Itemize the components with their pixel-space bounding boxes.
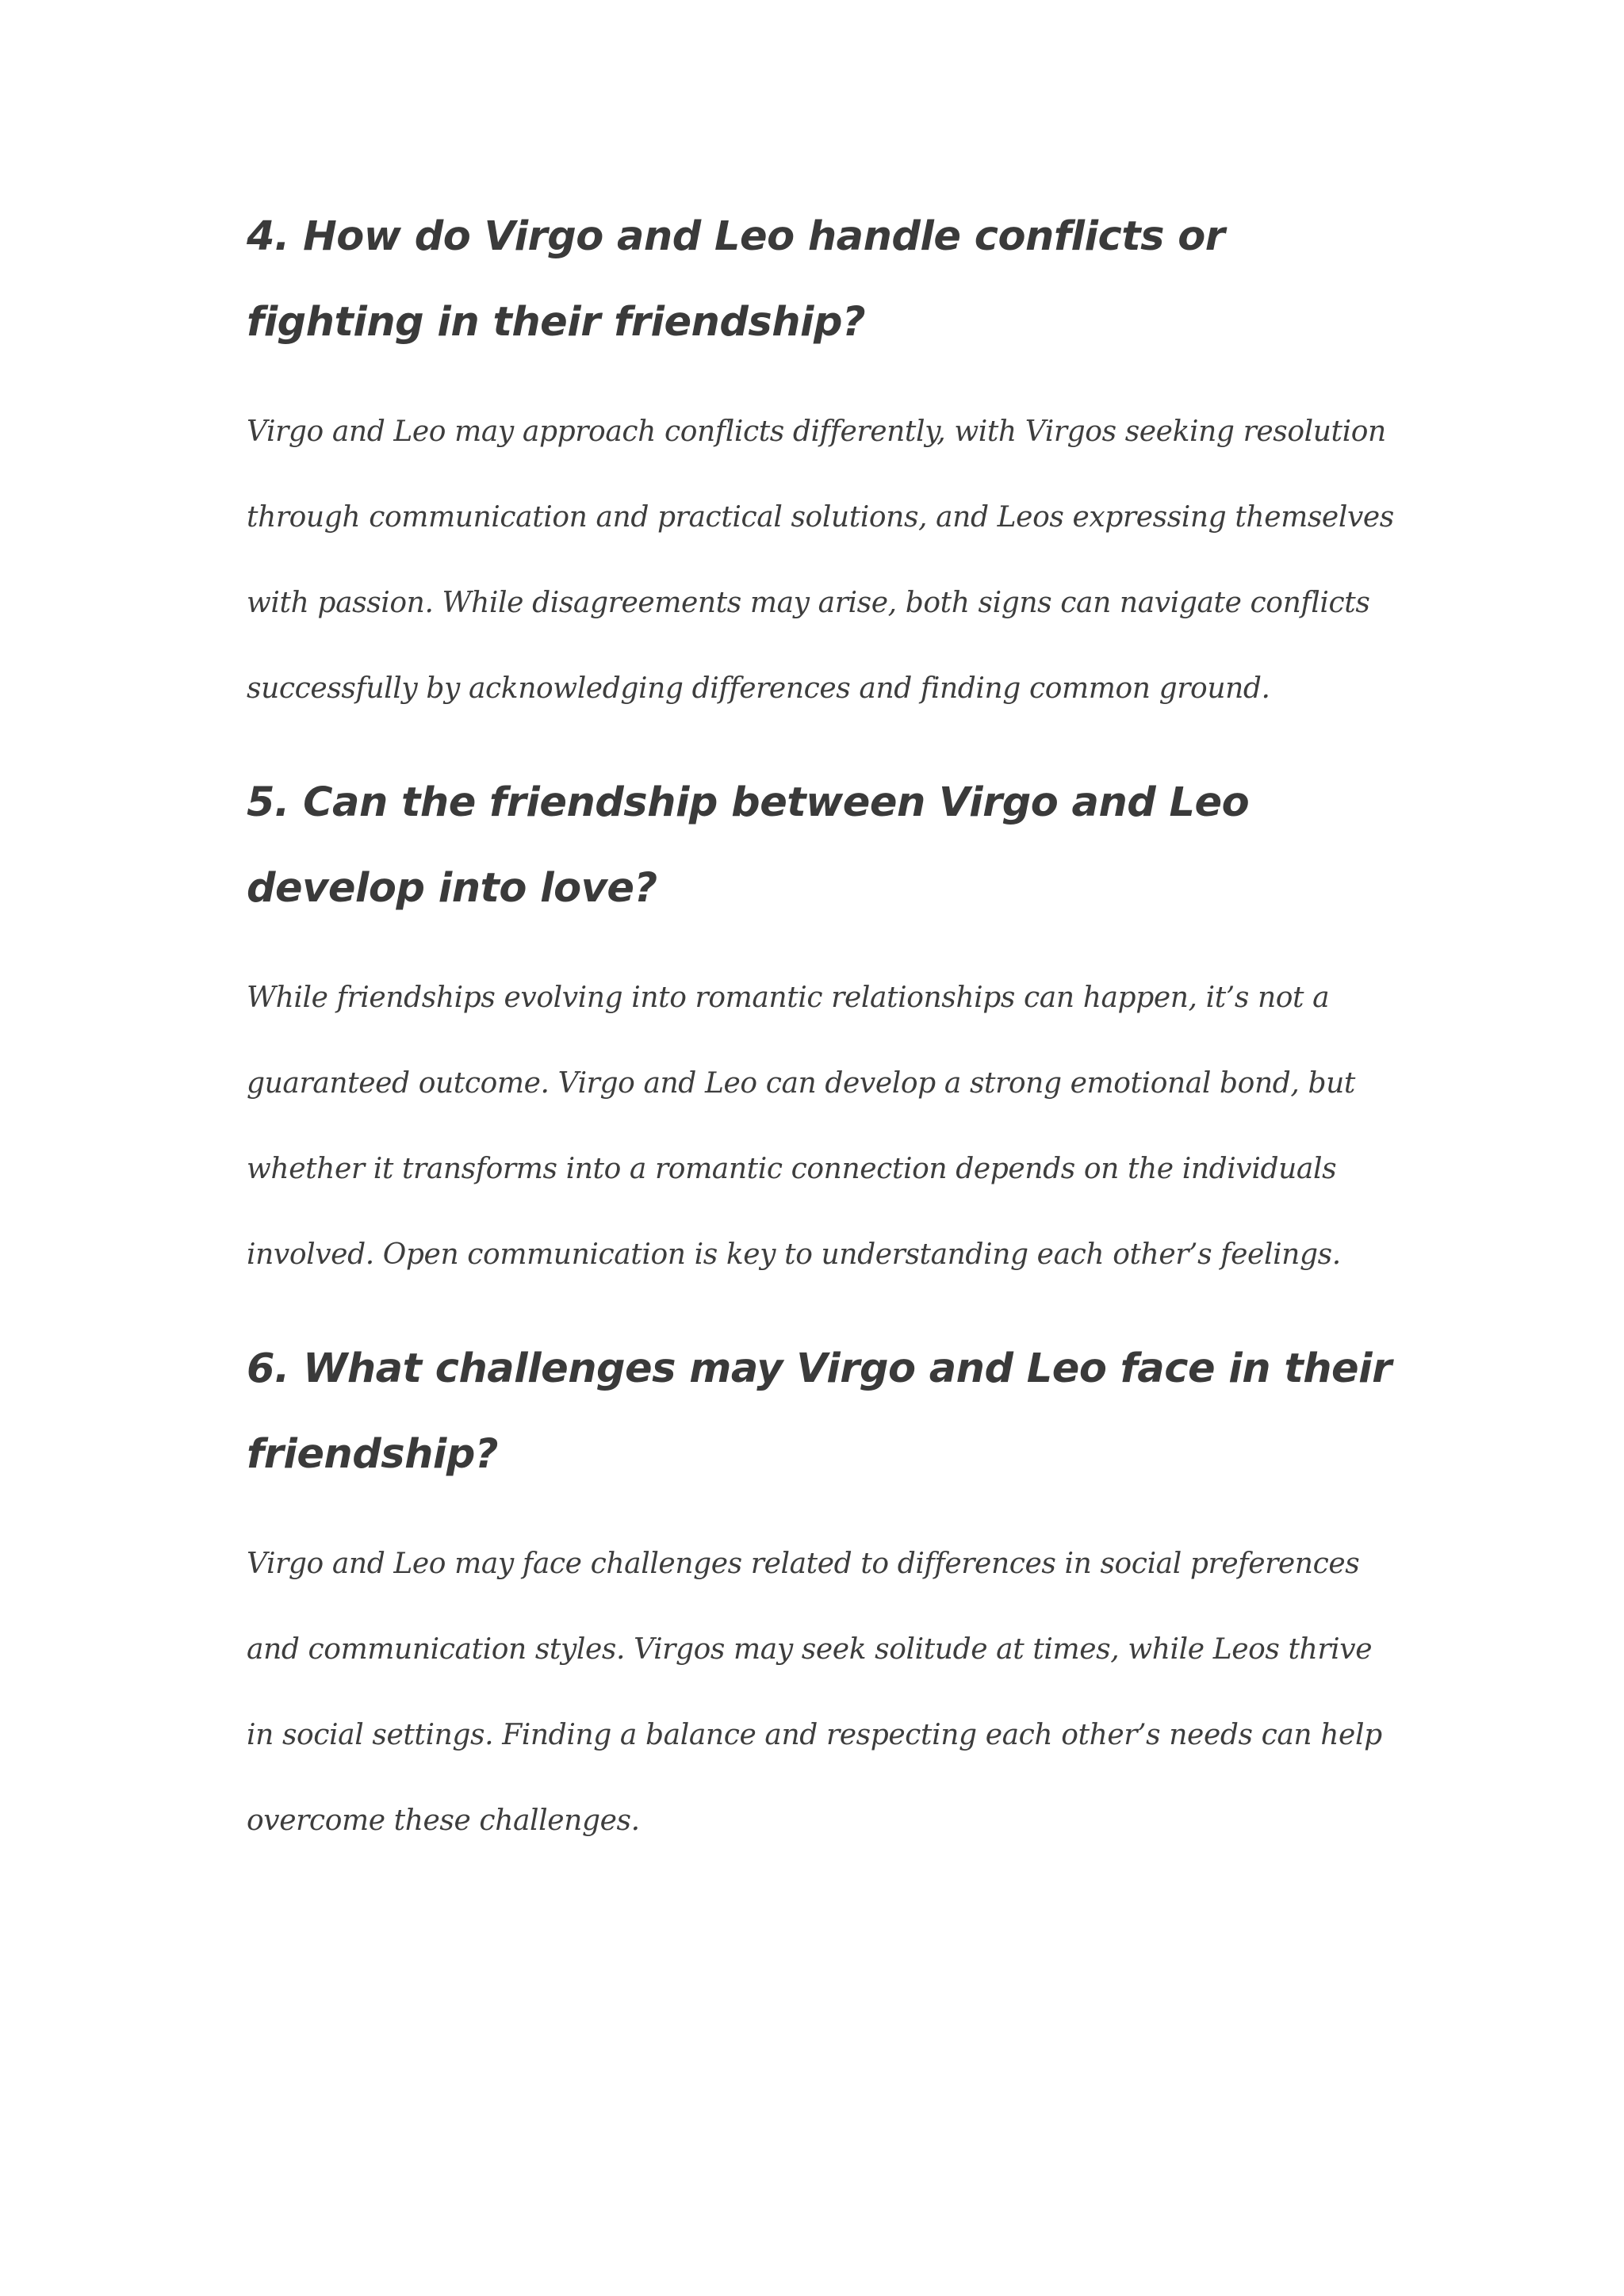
faq-answer-paragraph: Virgo and Leo may approach conflicts differently, with Virgos seeking resolution through communication and practical solutions, and Leos expressing themselves with passion. While disagreements may arise, both signs can navigate conflicts successfully by acknowledging differences and finding common ground. bbox=[247, 415, 1394, 705]
faq-question-heading: 6. What challenges may Virgo and Leo face in their friendship? bbox=[247, 1345, 1392, 1478]
faq-answer-paragraph: Virgo and Leo may face challenges related to differences in social preferences and communication styles. Virgos may seek solitude at times, while Leos thrive in social settings. Finding a balance and respecting each other’s needs can help overcome these challenges. bbox=[247, 1548, 1382, 1837]
faq-question-heading: 4. How do Virgo and Leo handle conflicts or fighting in their friendship? bbox=[247, 213, 1225, 346]
faq-content bbox=[247, 194, 1404, 1864]
faq-item-4 bbox=[247, 194, 1404, 732]
faq-item-5 bbox=[247, 760, 1404, 1298]
faq-question-heading: 5. Can the friendship between Virgo and Leo develop into love? bbox=[247, 779, 1250, 912]
faq-item-6 bbox=[247, 1326, 1404, 1864]
faq-answer-paragraph: While friendships evolving into romantic relationships can happen, it’s not a guaranteed outcome. Virgo and Leo can develop a strong emotional bond, but whether it transforms into a romantic connection depends on the individuals involved. Open communication is key to understanding each other’s feelings. bbox=[247, 982, 1355, 1271]
